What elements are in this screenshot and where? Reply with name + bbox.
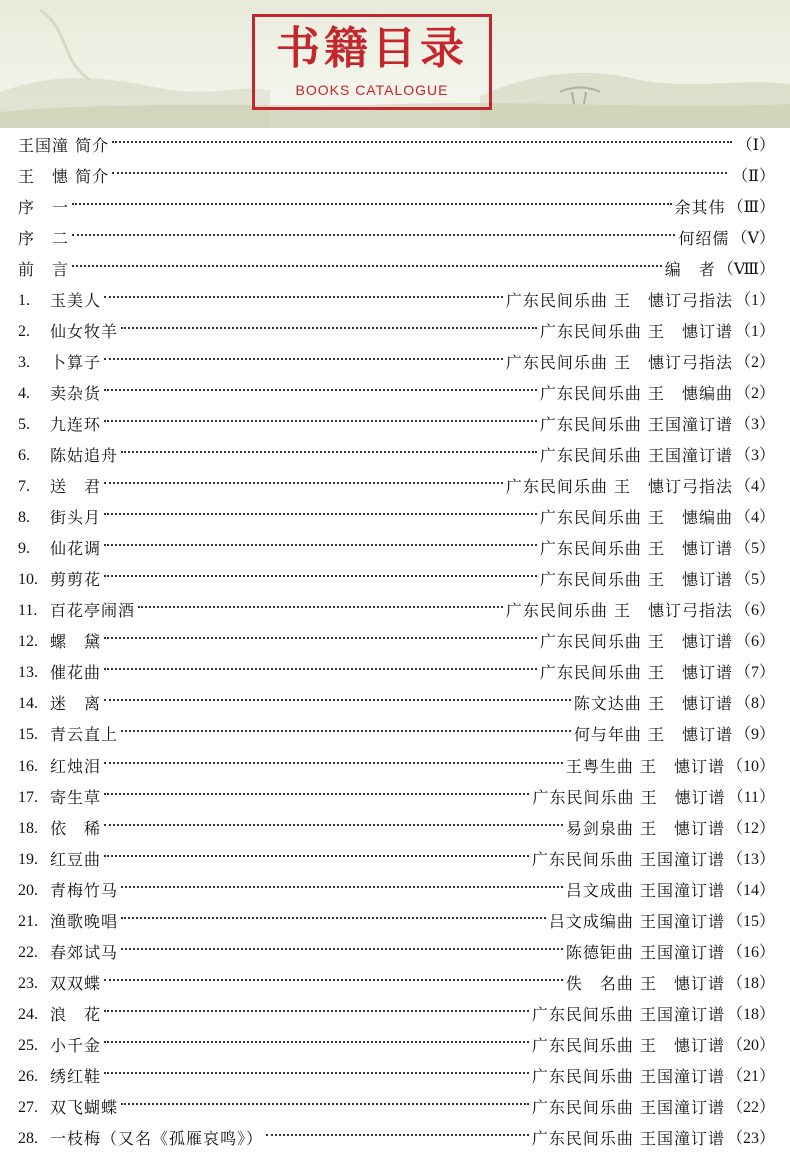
dot-leader bbox=[266, 1134, 529, 1136]
entry-title: 陈姑追舟 bbox=[50, 446, 119, 465]
entry-credit: 编 者 bbox=[664, 259, 716, 279]
catalogue-subtitle: BOOKS CATALOGUE bbox=[295, 82, 449, 98]
entry-credit: 陈文达曲 王 憓订谱 bbox=[573, 694, 733, 714]
dot-leader bbox=[72, 265, 662, 267]
entry-page: （Ⅲ） bbox=[727, 198, 775, 216]
dot-leader bbox=[104, 637, 537, 639]
entry-number: 9. bbox=[18, 540, 30, 558]
toc-entry[interactable] bbox=[18, 906, 775, 937]
entry-credit: 佚 名曲 王 憓订谱 bbox=[565, 973, 725, 993]
entry-title: 迷 离 bbox=[50, 694, 102, 714]
toc-entry[interactable] bbox=[18, 285, 775, 316]
entry-page: （Ⅷ） bbox=[717, 260, 775, 278]
entry-title: 春郊试马 bbox=[50, 942, 119, 962]
toc-entry[interactable] bbox=[18, 689, 775, 720]
entry-number: 3. bbox=[18, 353, 30, 371]
entry-page: （12） bbox=[726, 819, 775, 837]
dot-leader bbox=[121, 730, 571, 732]
entry-number: 15. bbox=[18, 726, 38, 744]
toc-entry[interactable] bbox=[18, 1062, 775, 1093]
entry-page: （14） bbox=[726, 881, 775, 899]
entry-credit: 广东民间乐曲 王国潼订谱 bbox=[531, 1004, 725, 1024]
toc-entry[interactable] bbox=[18, 192, 775, 223]
entry-number: 25. bbox=[18, 1036, 38, 1054]
dot-leader bbox=[104, 668, 537, 670]
entry-credit: 广东民间乐曲 王国潼订谱 bbox=[531, 1098, 725, 1118]
entry-title: 九连环 bbox=[50, 414, 102, 434]
entry-credit: 广东民间乐曲 王 憓编曲 bbox=[539, 508, 733, 528]
entry-page: （20） bbox=[726, 1036, 775, 1054]
dot-leader bbox=[104, 1072, 529, 1074]
entry-page: （23） bbox=[726, 1130, 775, 1148]
entry-number: 17. bbox=[18, 788, 38, 806]
dot-leader bbox=[104, 762, 563, 764]
dot-leader bbox=[121, 1103, 529, 1105]
toc-entry[interactable] bbox=[18, 130, 775, 161]
entry-page: （22） bbox=[726, 1099, 775, 1117]
dot-leader bbox=[104, 389, 537, 391]
dot-leader bbox=[104, 296, 503, 298]
entry-number: 16. bbox=[18, 757, 38, 775]
entry-page: （4） bbox=[734, 509, 775, 527]
catalogue-title-box bbox=[252, 14, 492, 110]
entry-number: 7. bbox=[18, 478, 30, 496]
dot-leader bbox=[104, 513, 537, 515]
entry-page: （Ⅰ） bbox=[736, 136, 775, 154]
entry-title: 渔歌晚唱 bbox=[50, 911, 119, 931]
entry-credit: 陈德钜曲 王国潼订谱 bbox=[565, 942, 725, 962]
dot-leader bbox=[104, 575, 537, 577]
entry-page: （5） bbox=[734, 540, 775, 558]
toc-entry[interactable] bbox=[18, 1093, 775, 1124]
entry-page: （2） bbox=[734, 384, 775, 402]
entry-page: （21） bbox=[726, 1068, 775, 1085]
entry-title: 卜算子 bbox=[50, 352, 102, 372]
entry-number: 13. bbox=[18, 664, 38, 682]
entry-credit: 广东民间乐曲 王 憓订谱 bbox=[532, 787, 726, 807]
entry-title: 序 一 bbox=[18, 197, 70, 217]
entry-number: 12. bbox=[18, 633, 38, 651]
entry-page: （Ⅴ） bbox=[731, 229, 775, 247]
entry-title: 双双蝶 bbox=[50, 973, 102, 993]
toc-entry[interactable] bbox=[18, 596, 775, 627]
entry-title: 百花亭闹酒 bbox=[50, 601, 136, 621]
toc-entry[interactable] bbox=[18, 875, 775, 906]
entry-title: 寄生草 bbox=[50, 787, 102, 807]
entry-title: 玉美人 bbox=[50, 290, 102, 310]
entry-page: （9） bbox=[734, 726, 775, 744]
entry-number: 23. bbox=[18, 974, 38, 992]
entry-title: 一枝梅（又名《孤雁哀鸣》） bbox=[50, 1129, 264, 1149]
entry-page: （18） bbox=[726, 974, 775, 992]
entry-number: 2. bbox=[18, 322, 30, 340]
toc-entry[interactable] bbox=[18, 441, 775, 472]
entry-credit: 广东民间乐曲 王 憓订弓指法 bbox=[505, 352, 733, 372]
entry-number: 4. bbox=[18, 384, 30, 402]
toc-entry[interactable] bbox=[18, 968, 775, 999]
entry-credit: 广东民间乐曲 王 憓订谱 bbox=[539, 539, 733, 559]
dot-leader bbox=[104, 358, 503, 360]
entry-credit: 广东民间乐曲 王 憓订谱 bbox=[539, 321, 733, 341]
catalogue-title: 书籍目录 bbox=[276, 23, 468, 74]
toc-entry[interactable] bbox=[18, 937, 775, 968]
dot-leader bbox=[104, 544, 537, 546]
dot-leader bbox=[121, 451, 537, 453]
toc-entry[interactable] bbox=[18, 658, 775, 689]
entry-page: （4） bbox=[734, 478, 775, 496]
toc-entry[interactable] bbox=[18, 813, 775, 844]
entry-credit: 广东民间乐曲 王 憓订谱 bbox=[539, 570, 733, 590]
dot-leader bbox=[104, 824, 563, 826]
dot-leader bbox=[72, 203, 672, 205]
entry-title: 螺 黛 bbox=[50, 632, 102, 652]
dot-leader bbox=[121, 917, 546, 919]
entry-credit: 王粤生曲 王 憓订谱 bbox=[565, 756, 725, 776]
toc-entry[interactable] bbox=[18, 782, 775, 813]
dot-leader bbox=[104, 420, 537, 422]
entry-page: （6） bbox=[734, 602, 775, 620]
dot-leader bbox=[104, 979, 563, 981]
entry-credit: 广东民间乐曲 王 憓订弓指法 bbox=[505, 477, 733, 497]
toc-entry[interactable] bbox=[18, 378, 775, 409]
header-banner bbox=[0, 0, 790, 128]
entry-title: 青梅竹马 bbox=[50, 880, 119, 900]
toc-entry[interactable] bbox=[18, 316, 775, 347]
toc-entry[interactable] bbox=[18, 347, 775, 378]
entry-title: 王国潼 简介 bbox=[18, 135, 110, 155]
entry-title: 浪 花 bbox=[50, 1004, 102, 1024]
toc-entry[interactable] bbox=[18, 534, 775, 565]
entry-number: 19. bbox=[18, 850, 38, 868]
entry-number: 1. bbox=[18, 291, 30, 309]
entry-page: （2） bbox=[734, 353, 775, 371]
entry-credit: 广东民间乐曲 王 憓编曲 bbox=[539, 383, 733, 403]
entry-title: 青云直上 bbox=[50, 725, 119, 745]
toc-entry[interactable] bbox=[18, 627, 775, 658]
entry-credit: 何与年曲 王 憓订谱 bbox=[573, 725, 733, 745]
toc-entry[interactable] bbox=[18, 254, 775, 285]
entry-number: 28. bbox=[18, 1130, 38, 1148]
entry-number: 11. bbox=[18, 602, 38, 620]
dot-leader bbox=[121, 948, 563, 950]
toc-entry[interactable] bbox=[18, 472, 775, 503]
entry-number: 10. bbox=[18, 571, 38, 589]
dot-leader bbox=[104, 793, 529, 795]
entry-page: （5） bbox=[734, 571, 775, 589]
entry-credit: 何绍儒 bbox=[678, 228, 730, 248]
dot-leader bbox=[72, 234, 675, 236]
toc-entry[interactable] bbox=[18, 720, 775, 751]
entry-title: 绣红鞋 bbox=[50, 1067, 102, 1086]
entry-credit: 广东民间乐曲 王 憓订谱 bbox=[539, 632, 733, 652]
entry-number: 8. bbox=[18, 509, 30, 527]
entry-page: （15） bbox=[726, 912, 775, 930]
entry-number: 6. bbox=[18, 447, 30, 464]
entry-page: （7） bbox=[734, 664, 775, 682]
entry-title: 催花曲 bbox=[50, 663, 102, 683]
entry-title: 仙女牧羊 bbox=[50, 321, 119, 341]
dot-leader bbox=[112, 141, 732, 143]
entry-number: 20. bbox=[18, 881, 38, 899]
entry-title: 街头月 bbox=[50, 508, 102, 528]
entry-page: （6） bbox=[734, 633, 775, 651]
entry-credit: 广东民间乐曲 王 憓订谱 bbox=[531, 1035, 725, 1055]
entry-number: 14. bbox=[18, 695, 38, 713]
entry-title: 卖杂货 bbox=[50, 383, 102, 403]
entry-title: 序 二 bbox=[18, 228, 70, 248]
dot-leader bbox=[104, 699, 571, 701]
entry-title: 依 稀 bbox=[50, 818, 102, 838]
entry-page: （1） bbox=[734, 322, 775, 340]
toc-entry[interactable] bbox=[18, 751, 775, 782]
dot-leader bbox=[104, 1010, 529, 1012]
dot-leader bbox=[104, 482, 503, 484]
entry-title: 仙花调 bbox=[50, 539, 102, 559]
entry-title: 红烛泪 bbox=[50, 756, 102, 776]
toc-entry[interactable] bbox=[18, 844, 775, 875]
entry-number: 5. bbox=[18, 415, 30, 433]
entry-credit: 广东民间乐曲 王国潼订谱 bbox=[531, 849, 725, 869]
toc-entry[interactable] bbox=[18, 503, 775, 534]
toc-entry[interactable] bbox=[18, 999, 775, 1030]
toc-entry[interactable] bbox=[18, 565, 775, 596]
toc-entry[interactable] bbox=[18, 409, 775, 440]
entry-number: 26. bbox=[18, 1068, 38, 1085]
dot-leader bbox=[104, 1041, 529, 1043]
entry-page: （8） bbox=[734, 695, 775, 713]
toc-entry[interactable] bbox=[18, 161, 775, 192]
entry-page: （3） bbox=[734, 447, 775, 464]
entry-number: 18. bbox=[18, 819, 38, 837]
entry-credit: 广东民间乐曲 王国潼订谱 bbox=[539, 446, 733, 465]
entry-credit: 广东民间乐曲 王国潼订谱 bbox=[539, 414, 733, 434]
entry-credit: 易剑泉曲 王 憓订谱 bbox=[565, 818, 725, 838]
entry-credit: 余其伟 bbox=[674, 197, 726, 217]
entry-credit: 吕文成曲 王国潼订谱 bbox=[565, 880, 725, 900]
entry-page: （10） bbox=[726, 757, 775, 775]
toc-entry[interactable] bbox=[18, 223, 775, 254]
entry-number: 24. bbox=[18, 1005, 38, 1023]
entry-credit: 广东民间乐曲 王国潼订谱 bbox=[531, 1129, 725, 1149]
entry-number: 22. bbox=[18, 943, 38, 961]
entry-title: 前 言 bbox=[18, 259, 70, 279]
entry-page: （11） bbox=[727, 788, 775, 806]
entry-number: 21. bbox=[18, 912, 38, 930]
entry-credit: 广东民间乐曲 王 憓订弓指法 bbox=[505, 601, 733, 621]
dot-leader bbox=[121, 327, 537, 329]
entry-page: （Ⅱ） bbox=[732, 167, 775, 185]
toc-entry[interactable] bbox=[18, 1030, 775, 1061]
entry-credit: 广东民间乐曲 王 憓订弓指法 bbox=[505, 290, 733, 310]
entry-credit: 广东民间乐曲 王国潼订谱 bbox=[531, 1067, 725, 1086]
entry-title: 剪剪花 bbox=[50, 570, 102, 590]
entry-page: （16） bbox=[726, 943, 775, 961]
entry-page: （3） bbox=[734, 415, 775, 433]
entry-page: （1） bbox=[734, 291, 775, 309]
dot-leader bbox=[121, 886, 563, 888]
entry-title: 王 憓 简介 bbox=[18, 166, 110, 186]
entry-page: （18） bbox=[726, 1005, 775, 1023]
entry-number: 27. bbox=[18, 1099, 38, 1117]
entry-title: 送 君 bbox=[50, 477, 102, 497]
dot-leader bbox=[104, 855, 529, 857]
entry-credit: 广东民间乐曲 王 憓订谱 bbox=[539, 663, 733, 683]
entry-title: 红豆曲 bbox=[50, 849, 102, 869]
dot-leader bbox=[112, 172, 727, 174]
entry-credit: 吕文成编曲 王国潼订谱 bbox=[548, 911, 725, 931]
dot-leader bbox=[138, 606, 503, 608]
entry-page: （13） bbox=[726, 850, 775, 868]
entry-title: 小千金 bbox=[50, 1035, 102, 1055]
entry-title: 双飞蝴蝶 bbox=[50, 1098, 119, 1118]
toc-entry[interactable] bbox=[18, 1124, 775, 1155]
